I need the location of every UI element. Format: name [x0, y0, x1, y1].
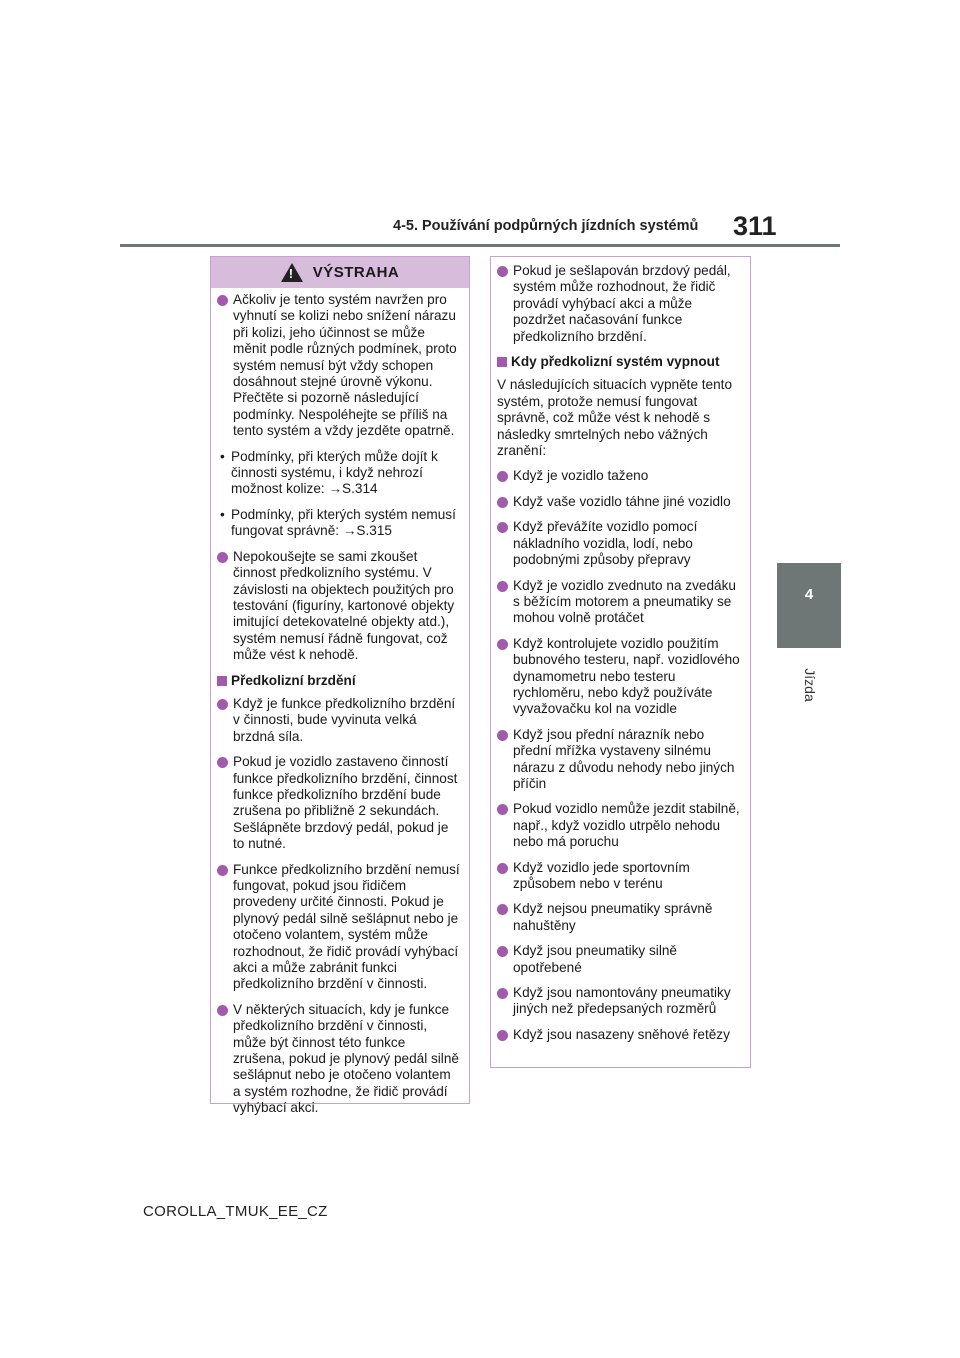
list-item: Když jsou pneumatiky silně opotřebené: [497, 943, 742, 976]
header-divider: [120, 244, 840, 247]
bullet-dot-icon: [217, 295, 228, 306]
list-item: Když jsou nasazeny sněhové řetězy: [497, 1027, 742, 1043]
section-title: 4-5. Používání podpůrných jízdních systémů: [393, 218, 699, 234]
sub-item: • Podmínky, při kterých systém nemusí fungovat správně: →S.315: [220, 506, 456, 539]
bullet-dot-icon: [497, 946, 508, 957]
square-bullet-icon: [217, 676, 227, 686]
list-item: Pokud vozidlo nemůže jezdit stabilně, např., když vozidlo utrpělo nehodu nebo má poruchu: [497, 801, 742, 850]
bullet-dot-icon: [497, 1030, 508, 1041]
square-bullet-icon: [497, 357, 507, 367]
list-item: Když jsou přední nárazník nebo přední mřížka vystaveny silnému nárazu z důvodu nehody nebo jiných příčin: [497, 727, 742, 793]
bullet-dot-icon: [497, 639, 508, 650]
sub-item: • Podmínky, při kterých může dojít k činnosti systému, i když nehrozí možnost kolize: →S.314: [220, 448, 438, 497]
list-item: Když vaše vozidlo táhne jiné vozidlo: [497, 494, 742, 510]
bullet-dot-icon: [217, 865, 228, 876]
bullet-dot-icon: [497, 471, 508, 482]
paragraph: V následujících situacích vypněte tento systém, protože nemusí fungovat správně, což může vést k nehodě s následky smrtelných nebo vážných zranění:: [497, 377, 733, 459]
list-item: Nepokoušejte se sami zkoušet činnost předkolizního systému. V závislosti na objektech použitých pro testování (figuríny, kartonové objekty imitující detekovatelné objekty atd.), systém nemusí řádně fungovat, což může vést k nehodě.: [217, 549, 461, 664]
document-code: COROLLA_TMUK_EE_CZ: [143, 1203, 328, 1220]
bullet-dot-icon: [497, 804, 508, 815]
list-item: Když je funkce předkolizního brzdění v činnosti, bude vyvinuta velká brzdná síla.: [217, 696, 461, 745]
warning-title: VÝSTRAHA: [312, 264, 400, 281]
bullet-dot-icon: [497, 581, 508, 592]
list-item: Ačkoliv je tento systém navržen pro vyhnutí se kolizi nebo snížení nárazu při kolizi, jeho účinnost se může měnit podle různých podmínek, proto systém nemusí být vždy schopen dosáhnout stejné úrovně výkonu. Přečtěte si pozorně následující podmínky. Nespoléhejte se příliš na tento systém a vždy jezděte opatrně.: [217, 292, 461, 440]
warning-box-right: [490, 256, 751, 1068]
list-item: Když převážíte vozidlo pomocí nákladního vozidla, lodí, nebo podobnými způsoby přepravy: [497, 519, 742, 568]
bullet-dot-icon: [497, 730, 508, 741]
bullet-dot-icon: [497, 988, 508, 999]
list-item: Když nejsou pneumatiky správně nahuštěny: [497, 901, 742, 934]
warning-triangle-icon: [281, 263, 303, 282]
warning-box-left: [210, 256, 470, 1116]
list-item: Když kontrolujete vozidlo použitím bubnového testeru, např. vozidlového dynamometru nebo testeru rychloměru, nebo když používáte vyvažovačku kol na vozidle: [497, 636, 742, 718]
list-item: V některých situacích, kdy je funkce předkolizního brzdění v činnosti, může být činnost této funkce zrušena, pokud je plynový pedál silně sešlápnut nebo je otočeno volantem a systém rozhodne, že řidič provádí vyhýbací akci.: [217, 1002, 461, 1117]
chapter-tab: 4: [777, 563, 841, 648]
chapter-label-text: Jízda: [802, 668, 818, 702]
list-item: Pokud je vozidlo zastaveno činností funkce předkolizního brzdění, činnost funkce předkolizního brzdění bude zrušena po přibližně 2 sekundách. Sešlápněte brzdový pedál, pokud je to nutné.: [217, 754, 461, 852]
warning-header: [211, 257, 469, 288]
subheading: Předkolizní brzdění: [217, 673, 461, 689]
bullet-dot-icon: [497, 522, 508, 533]
list-item: Funkce předkolizního brzdění nemusí fungovat, pokud jsou řidičem provedeny určité činnosti. Pokud je plynový pedál silně sešlápnut nebo je otočeno volantem, systém může rozhodnout, že řidič provádí vyhýbací akci a může zabránit funkci předkolizního brzdění v činnosti.: [217, 862, 461, 993]
subheading: Kdy předkolizní systém vypnout: [497, 354, 742, 370]
bullet-dot-icon: [217, 699, 228, 710]
bullet-dot-icon: [217, 757, 228, 768]
page-number: 311: [733, 211, 777, 241]
list-item: Když je vozidlo taženo: [497, 468, 742, 484]
chapter-label: [790, 655, 830, 715]
list-item: Když je vozidlo zvednuto na zvedáku s běžícím motorem a pneumatiky se mohou volně protáčet: [497, 578, 742, 627]
bullet-dot-icon: [497, 497, 508, 508]
bullet-dot-icon: [497, 904, 508, 915]
list-item: Když jsou namontovány pneumatiky jiných než předepsaných rozměrů: [497, 985, 742, 1018]
list-item: Pokud je sešlapován brzdový pedál, systém může rozhodnout, že řidič provádí vyhýbací akci a může pozdržet načasování funkce předkolizního brzdění.: [497, 263, 742, 345]
bullet-dot-icon: [217, 1005, 228, 1016]
bullet-dot-icon: [497, 863, 508, 874]
list-item: Když vozidlo jede sportovním způsobem nebo v terénu: [497, 860, 742, 893]
bullet-dot-icon: [217, 552, 228, 563]
bullet-dot-icon: [497, 266, 508, 277]
